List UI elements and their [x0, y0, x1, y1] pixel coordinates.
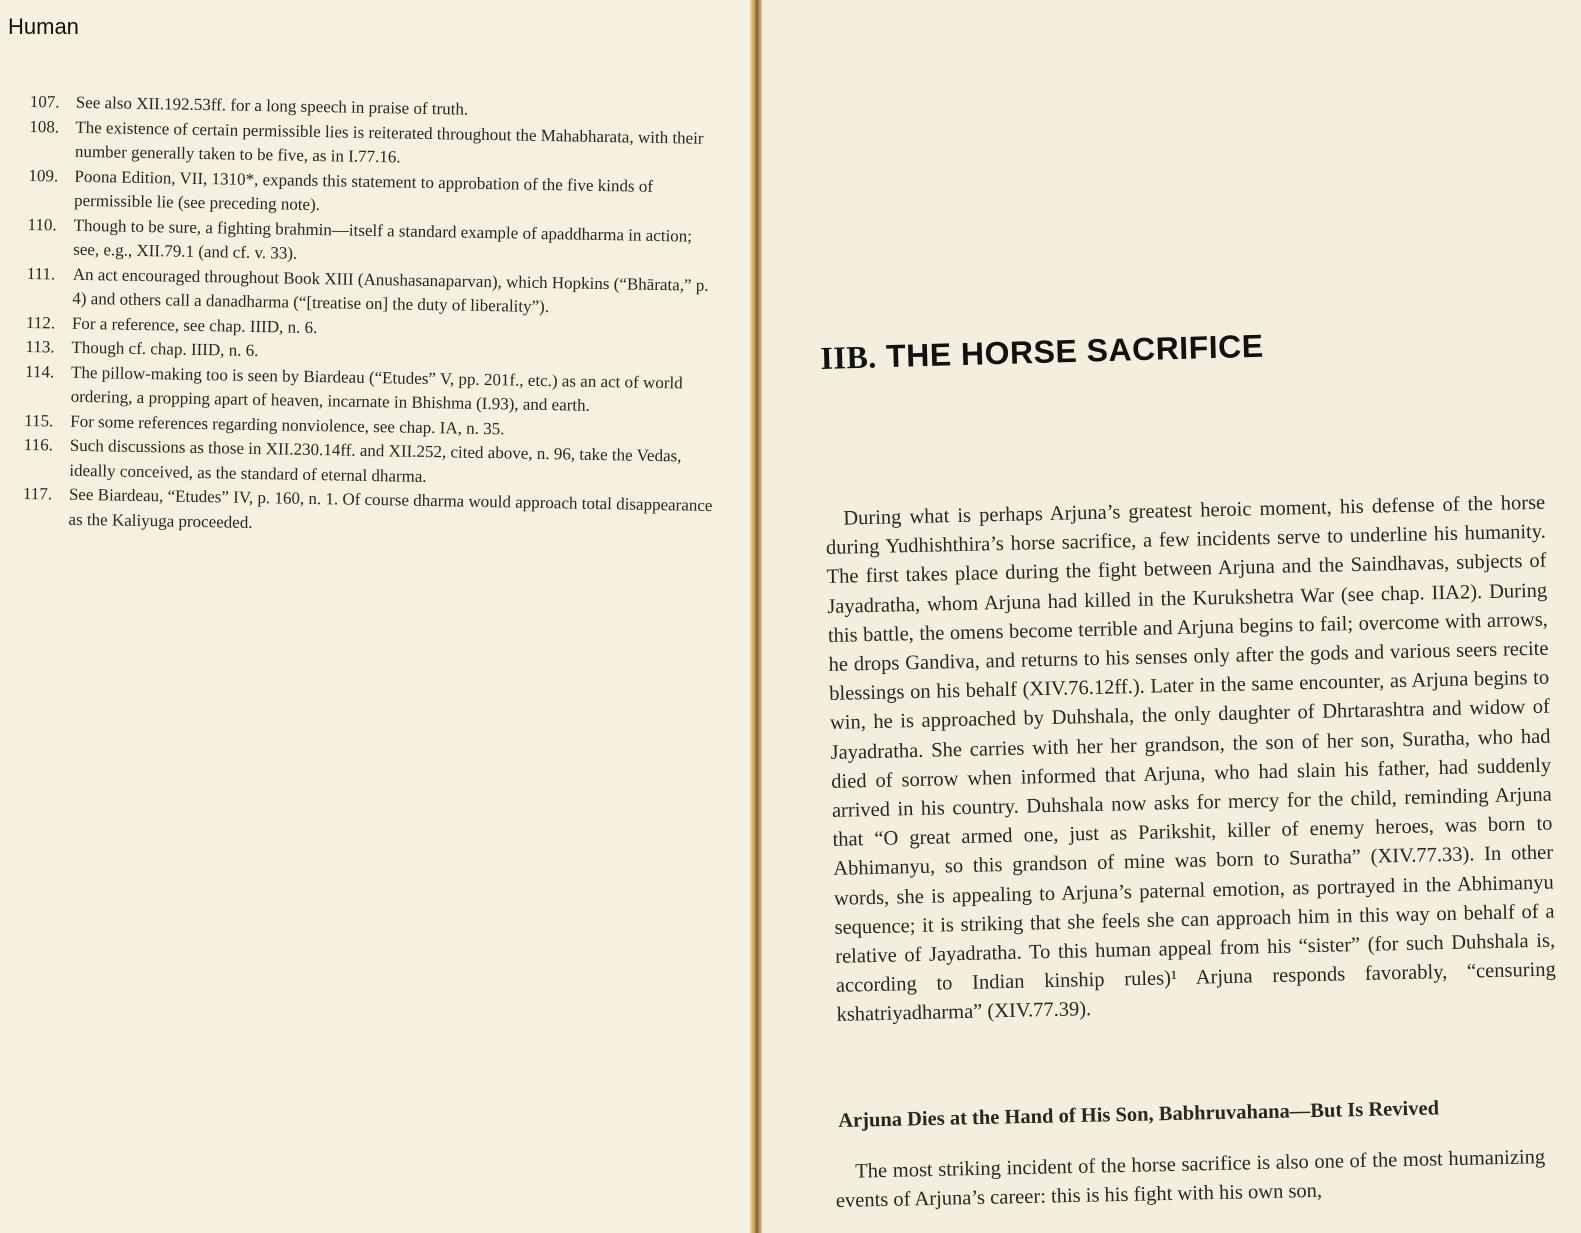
endnote-text: The existence of certain permissible lies is reiterated throughout the Mahabharata, with their number generally taken to be five, as in I.77.16. — [74, 117, 704, 167]
paragraph: The most striking incident of the horse sacrifice is also one of the most humanizing events of Arjuna’s career: this is his fight with his own son, — [835, 1146, 1546, 1212]
endnotes-list — [22, 90, 720, 543]
endnote-number: 113. — [25, 336, 55, 357]
endnote-number: 112. — [25, 312, 56, 332]
endnote-number: 108. — [29, 116, 60, 137]
endnote-number: 114. — [24, 361, 55, 381]
section-heading: Arjuna Dies at the Hand of His Son, Babhruvahana—But Is Revived — [838, 1097, 1440, 1132]
paragraph: During what is perhaps Arjuna’s greatest heroic moment, his defense of the horse during Yudhishthira’s horse sacrifice, a few incidents serve to underline his humanity. The first takes place during the fight between Arjuna and the Saindhavas, subjects of Jayadratha, whom Arjuna had killed in the Kurukshetra War (see chap. IIA2). During this battle, the omens become terrible and Arjuna begins to fail; overcome with arrows, he drops Gandiva, and returns to his senses only after the gods and various seers recite blessings on his behalf (XIV.76.12ff.). Later in the same encounter, as Arjuna begins to win, he is approached by Duhshala, the only daughter of Dhrtarashtra and widow of Jayadratha. She carries with her her grandson, the son of her son, Suratha, who had died of sorrow when informed that Arjuna, who had slain his father, had suddenly arrived in his country. Duhshala now asks for mercy for the child, reminding Arjuna that “O great armed one, just as Parikshit, killer of enemy heroes, was born to Abhimanyu, so this grandson of mine was born to Suratha” (XIV.77.33). In other words, she is appealing to Arjuna’s paternal emotion, as portrayed in the Abhimanyu sequence; it is striking that she feels she can approach him in this way on behalf of a relative of Jayadratha. To this human appeal from his “sister” (for such Duhshala is, according to Indian kinship rules)¹ Arjuna responds favorably, “censuring kshatriyadharma” (XIV.77.39). — [825, 491, 1556, 1027]
endnote-text: For some references regarding nonviolence, see chap. IA, n. 35. — [70, 411, 505, 438]
endnote-number: 116. — [23, 434, 54, 455]
endnote-text: Though to be sure, a fighting brahmin—itself a standard example of apaddharma in action; see, e.g., XII.79.1 (and cf. v. 33). — [73, 215, 693, 263]
endnote-text: See Biardeau, “Etudes” IV, p. 160, n. 1. Of course dharma would approach total disappearance as the Kaliyuga proceeded. — [68, 484, 713, 532]
endnote-number: 109. — [28, 165, 59, 186]
endnote-number: 117. — [22, 483, 53, 504]
endnote-number: 111. — [26, 263, 56, 283]
chapter-title-text: THE HORSE SACRIFICE — [885, 327, 1265, 375]
domain-tag-label: Human — [8, 14, 79, 39]
chapter-number: IIB. — [820, 338, 878, 376]
endnote-text: An act encouraged throughout Book XIII (Anushasanaparvan), which Hopkins (“Bhārata,” p. 4) and others call a danadharma (“[treatise on] the duty of liberality”). — [72, 264, 709, 317]
book-spine — [750, 0, 762, 1233]
body-text — [825, 489, 1557, 1031]
endnote-text: See also XII.192.53ff. for a long speech in praise of truth. — [75, 92, 469, 119]
endnote-text: The pillow-making too is seen by Biardeau (“Etudes” V, pp. 201f., etc.) as an act of world ordering, a propping apart of heaven, incarnate in Bhishma (I.93), and earth. — [70, 362, 683, 415]
endnote-text: For a reference, see chap. IIID, n. 6. — [71, 313, 318, 337]
endnote-text: Though cf. chap. IIID, n. 6. — [71, 337, 259, 361]
endnote-text: Such discussions as those in XII.230.14ff. and XII.252, cited above, n. 96, take the Vedas, ideally conceived, as the standard of eternal dharma. — [69, 435, 682, 486]
endnote-number: 115. — [24, 410, 54, 430]
endnote-text: Poona Edition, VII, 1310*, expands this statement to approbation of the five kinds of permissible lie (see preceding note). — [73, 166, 654, 215]
endnote-number: 110. — [27, 214, 57, 234]
endnote-number: 107. — [29, 91, 60, 112]
